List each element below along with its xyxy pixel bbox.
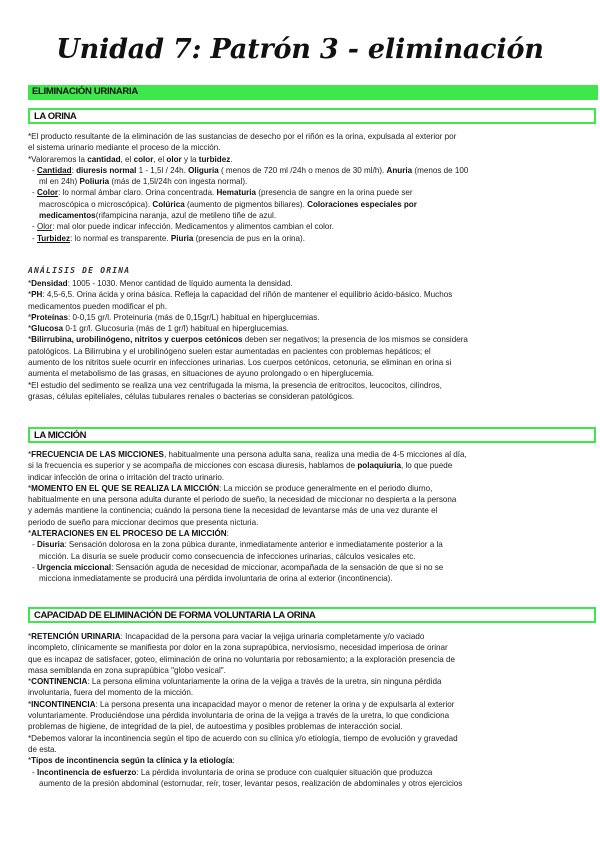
paragraph-line: *CONTINENCIA: La persona elimina voluntariamente la orina de la vejiga a través de la uretra, sin ninguna pérdida bbox=[28, 677, 442, 687]
list-item-continuation: aumento de la presión abdominal (estornudar, reír, toser, levantar pesos, realización de abdominales y otros ejercicios bbox=[39, 778, 463, 788]
paragraph-line: que es incapaz de satisfacer, goteo, eliminación de orina no voluntaria por rebosamiento; a la exploración presencia de bbox=[28, 654, 455, 664]
section-header-label: ELIMINACIÓN URINARIA bbox=[32, 86, 138, 97]
paragraph-line: incompleto, clínicamente se manifiesta por dolor en la zona suprapúbica, nerviosismo, necesidad imperiosa de orinar bbox=[28, 643, 448, 653]
paragraph-line: *Densidad: 1005 - 1030. Menor cantidad de líquido aumenta la densidad. bbox=[28, 279, 293, 288]
section-header-label: CAPACIDAD DE ELIMINACIÓN DE FORMA VOLUNTARIA LA ORINA bbox=[34, 610, 316, 621]
analisis-text-block bbox=[28, 278, 596, 402]
paragraph-line: aumento de los nitritos suele ocurrir en infecciones urinarias. Los cuerpos cetónicos, cetonuria, se eliminan en orina si bbox=[28, 358, 452, 368]
paragraph-line: indicar infección de orina o irritación del tracto urinario. bbox=[28, 472, 225, 482]
paragraph-line: *El estudio del sedimento se realiza una vez centrifugada la misma, la presencia de eritrocitos, leucocitos, cilindros, bbox=[28, 380, 442, 390]
paragraph-line: voluntariamente. Produciéndose una pérdida involuntaria de orina de la vejiga a través de la uretra, lo que condiciona bbox=[28, 711, 450, 721]
paragraph-line: aumenta el metabolismo de las grasas, en situaciones de ayuno prolongado o en hiperglucemia. bbox=[28, 369, 374, 379]
paragraph-line: *MOMENTO EN EL QUE SE REALIZA LA MICCIÓN: La micción se produce generalmente en el periodo diurno, bbox=[28, 483, 433, 493]
list-item-urgencia: - Urgencia miccional: Sensación aguda de necesidad de miccionar, acompañada de la sensación de que si no se bbox=[32, 562, 444, 572]
paragraph-line: *Debemos valorar la incontinencia según el tipo de acuerdo con su clínica y/o etiología, tiempo de evolución y gravedad bbox=[28, 733, 458, 743]
orina-text-block bbox=[28, 131, 596, 244]
paragraph-line: *RETENCIÓN URINARIA: Incapacidad de la persona para vaciar la vejiga urinaria completamente y/o vaciado bbox=[28, 632, 425, 641]
section-header-eliminacion-urinaria bbox=[28, 85, 598, 100]
page-title: Unidad 7: Patrón 3 - eliminación bbox=[56, 34, 544, 65]
list-item-continuation: micciona inmediatamente se producirá una pérdida involuntaria de orina al exterior (incontinencia). bbox=[39, 574, 393, 584]
section-header-la-orina bbox=[28, 108, 596, 124]
paragraph-line: involuntaria, fuera del momento de la micción. bbox=[28, 688, 194, 698]
subheading-analisis: ANÁLISIS DE ORINA bbox=[28, 266, 131, 275]
section-header-label: LA ORINA bbox=[34, 111, 77, 122]
list-item-incontinencia-esfuerzo: - Incontinencia de esfuerzo: La pérdida involuntaria de orina se produce con cualquier situación que produzca bbox=[32, 767, 433, 777]
miccion-text-block bbox=[28, 449, 596, 585]
list-item-color: - Color: lo normal ámbar claro. Orina concentrada. Hematuria (presencia de sangre en la orina puede ser bbox=[32, 188, 413, 198]
paragraph-line: grasas, células epiteliales, células tubulares renales o bacterias se consideran patológicos. bbox=[28, 391, 355, 401]
paragraph-line: medicamentos pueden modificar el ph. bbox=[28, 301, 168, 311]
list-item-olor: - Olor: mal olor puede indicar infección. Medicamentos y alimentos cambian el color. bbox=[32, 222, 334, 232]
paragraph-line: el sistema urinario mediante el proceso de la micción. bbox=[28, 143, 221, 153]
paragraph-line: *PH: 4,5-6,5. Orina ácida y orina básica. Refleja la capacidad del riñón de mantener el equilibrio ácido-básico. Muchos bbox=[28, 290, 453, 300]
paragraph-line: *ALTERACIONES EN EL PROCESO DE LA MICCIÓN: bbox=[28, 529, 229, 539]
list-item-disuria: - Disuria: Sensación dolorosa en la zona púbica durante, inmediatamente anterior e inmediatamente posterior a la bbox=[32, 540, 443, 550]
paragraph-line: si la frecuencia es superior y se acompaña de micciones con escasa diuresis, hablamos de polaquiuria, lo que puede bbox=[28, 461, 453, 471]
paragraph-line: *El producto resultante de la eliminación de las sustancias de desecho por el riñón es la orina, expulsada al exterior por bbox=[28, 132, 457, 141]
paragraph-line: *Bilirrubina, urobilinógeno, nitritos y cuerpos cetónicos deben ser negativos; la presencia de los mismos se considera bbox=[28, 335, 468, 345]
paragraph-line: problemas de higiene, de integridad de la piel, de autoestima y posibles problemas de interacción social. bbox=[28, 722, 403, 732]
paragraph-line: periodo de sueño para miccionar decimos que presenta nicturia. bbox=[28, 517, 259, 527]
paragraph-line: patológicos. La Bilirrubina y el urobilinógeno suelen estar aumentadas en pacientes con problemas hepáticos; el bbox=[28, 346, 431, 356]
paragraph-line: *INCONTINENCIA: La persona presenta una incapacidad mayor o menor de retener la orina y de expulsarla al exterior bbox=[28, 699, 455, 709]
paragraph-line: y además mantiene la continencia; cuándo la persona tiene la necesidad de levantarse más de una vez durante el bbox=[28, 506, 438, 516]
list-item-continuation: ml en 24h) Poliuria (más de 1,5l/24h con ingesta normal). bbox=[39, 177, 248, 187]
section-header-label: LA MICCIÓN bbox=[34, 430, 87, 441]
list-item-cantidad: - Cantidad: diuresis normal 1 - 1,5l / 24h. Oliguria ( menos de 720 ml /24h o menos de 30 ml/h). Anuria (menos de 100 bbox=[32, 165, 469, 175]
list-item-continuation: micción. La disuria se suele producir como consecuencia de infecciones urinarias, cálculos vesicales etc. bbox=[39, 551, 416, 561]
paragraph-line: *Valoraremos la cantidad, el color, el olor y la turbidez. bbox=[28, 154, 233, 164]
section-header-capacidad bbox=[28, 607, 596, 623]
section-header-la-miccion bbox=[28, 427, 596, 443]
paragraph-line: *Tipos de incontinencia según la clínica y la etiología: bbox=[28, 756, 235, 766]
paragraph-line: *Proteínas: 0-0,15 gr/l. Proteinuria (más de 0,15gr/L) habitual en hiperglucemias. bbox=[28, 312, 320, 322]
list-item-continuation: medicamentos(rifampicina naranja, azul de metileno tiñe de azul. bbox=[39, 211, 277, 221]
paragraph-line: de esta. bbox=[28, 744, 57, 754]
list-item-continuation: macroscópica o microscópica). Colúrica (aumento de pigmentos biliares). Coloraciones especiales por bbox=[39, 199, 417, 209]
paragraph-line: masa semiblanda en zona suprapúbica "globo vesical". bbox=[28, 665, 226, 675]
paragraph-line: habitualmente en una persona adulta durante el periodo de sueño, la necesidad de miccionar no despierta a la persona bbox=[28, 495, 457, 505]
paragraph-line: *Glucosa 0-1 gr/l. Glucosuria (más de 1 gr/l) habitual en hiperglucemias. bbox=[28, 324, 289, 334]
paragraph-line: *FRECUENCIA DE LAS MICCIONES, habitualmente una persona adulta sana, realiza una media de 4-5 micciones al día, bbox=[28, 450, 467, 459]
list-item-turbidez: - Turbidez: lo normal es transparente. Piuria (presencia de pus en la orina). bbox=[32, 233, 305, 243]
capacidad-text-block bbox=[28, 631, 596, 789]
